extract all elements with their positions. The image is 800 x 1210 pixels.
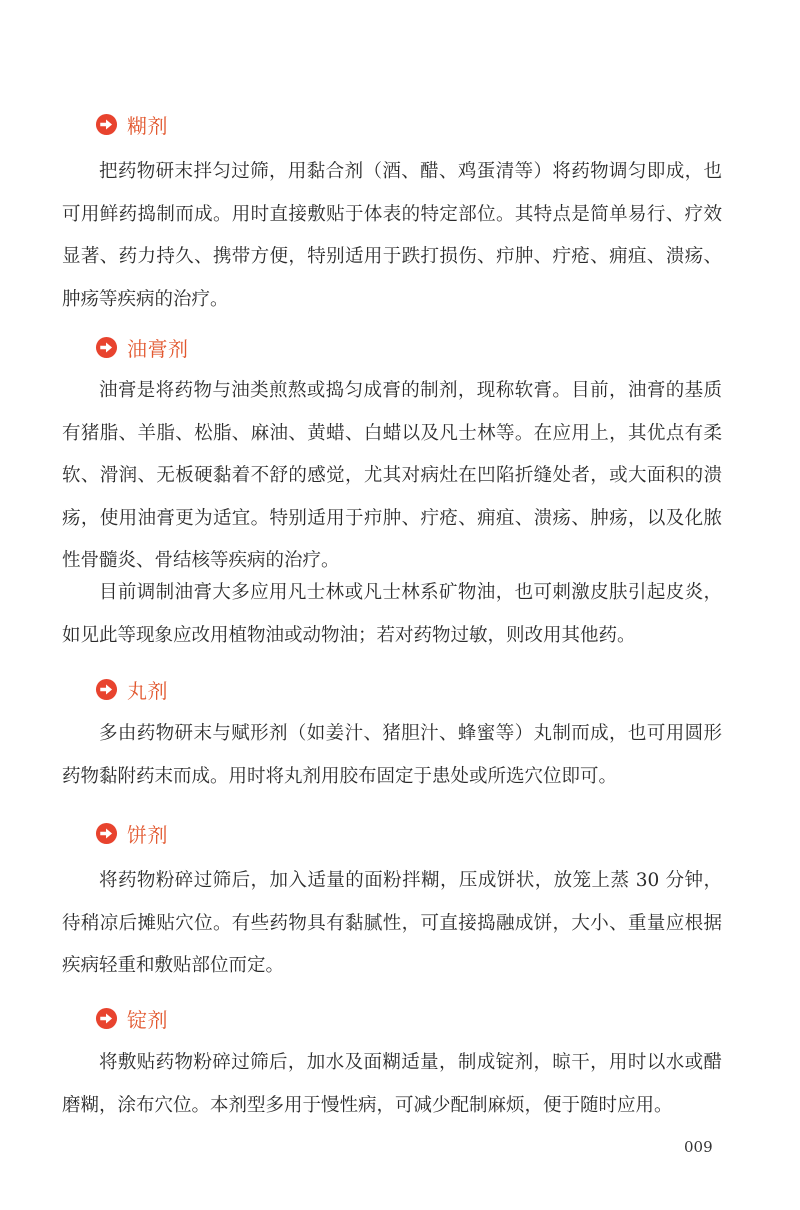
page-number: 009: [684, 1138, 713, 1156]
section-paragraph: 将药物粉碎过筛后，加入适量的面粉拌糊，压成饼状，放笼上蒸 30 分钟，待稍凉后摊贴穴位。有些药物具有黏腻性，可直接捣融成饼，大小、重量应根据疾病轻重和敷贴部位而定。: [62, 870, 722, 976]
section-title: 糊剂: [127, 113, 168, 138]
section-heading-paste: [95, 109, 168, 139]
section-paragraph: 油膏是将药物与油类煎熬或捣匀成膏的制剂，现称软膏。目前，油膏的基质有猪脂、羊脂、松脂、麻油、黄蜡、白蜡以及凡士林等。在应用上，其优点有柔软、滑润、无板硬黏着不舒的感觉，尤其对病灶在凹陷折缝处者，或大面积的溃疡，使用油膏更为适宜。特别适用于疖肿、疔疮、痈疽、溃疡、肿疡，以及化脓性骨髓炎、骨结核等疾病的治疗。: [62, 380, 722, 571]
section-paragraph: 将敷贴药物粉碎过筛后，加水及面糊适量，制成锭剂，晾干，用时以水或醋磨糊，涂布穴位。本剂型多用于慢性病，可减少配制麻烦，便于随时应用。: [62, 1052, 722, 1116]
section-paragraph: 目前调制油膏大多应用凡士林或凡士林系矿物油，也可刺激皮肤引起皮炎，如见此等现象应改用植物油或动物油；若对药物过敏，则改用其他药。: [62, 582, 722, 646]
section-title: 丸剂: [127, 678, 168, 703]
section-title: 油膏剂: [127, 336, 189, 361]
section-heading-tablet: [95, 1003, 168, 1033]
section-heading-pill: [95, 674, 168, 704]
arrow-circle-right-icon: [95, 113, 118, 136]
section-title: 饼剂: [127, 822, 168, 847]
arrow-circle-right-icon: [95, 336, 118, 359]
section-title: 锭剂: [127, 1007, 168, 1032]
section-heading-ointment: [95, 332, 189, 362]
section-paragraph: 多由药物研末与赋形剂（如姜汁、猪胆汁、蜂蜜等）丸制而成，也可用圆形药物黏附药末而成。用时将丸剂用胶布固定于患处或所选穴位即可。: [62, 723, 722, 787]
arrow-circle-right-icon: [95, 822, 118, 845]
arrow-circle-right-icon: [95, 1007, 118, 1030]
arrow-circle-right-icon: [95, 678, 118, 701]
section-paragraph: 把药物研末拌匀过筛，用黏合剂（酒、醋、鸡蛋清等）将药物调匀即成，也可用鲜药捣制而成。用时直接敷贴于体表的特定部位。其特点是简单易行、疗效显著、药力持久、携带方便，特别适用于跌打损伤、疖肿、疔疮、痈疽、溃疡、肿疡等疾病的治疗。: [62, 161, 722, 310]
section-heading-cake: [95, 818, 168, 848]
